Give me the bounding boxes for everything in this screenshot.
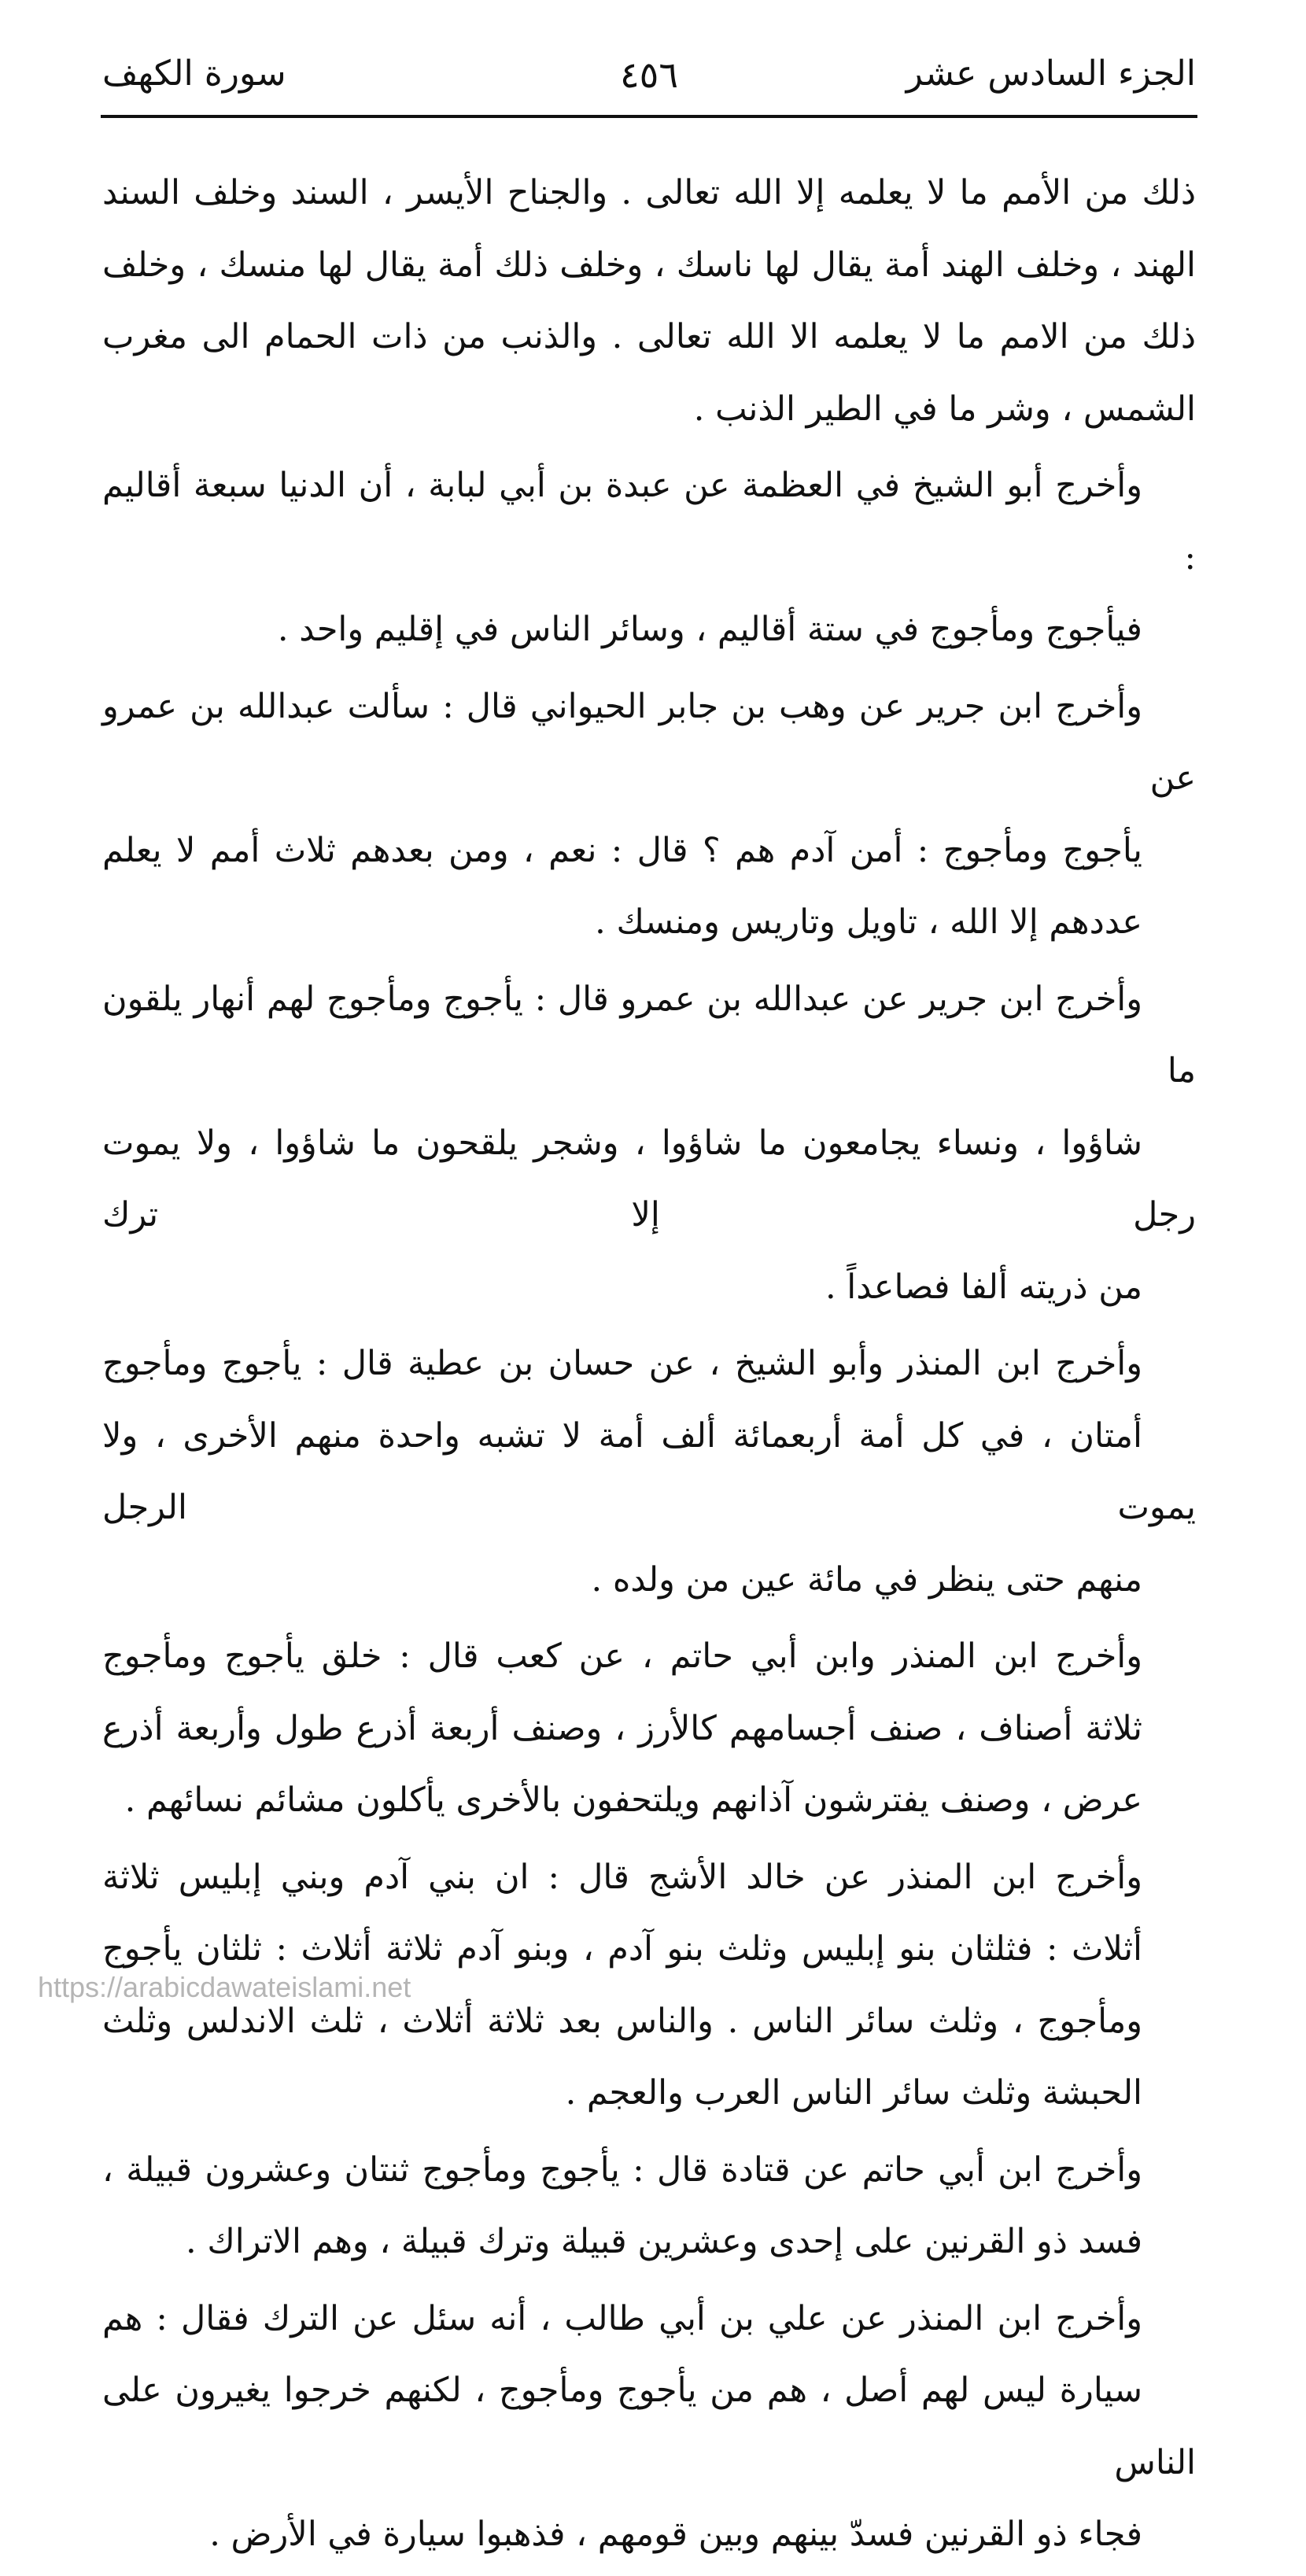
- text-line: الهند ، وخلف الهند أمة يقال لها ناسك ، وخلف ذلك أمة يقال لها منسك ، وخلف: [102, 245, 1196, 285]
- text-line: فسد ذو القرنين على إحدى وعشرين قبيلة وترك قبيلة ، وهم الاتراك .: [186, 2222, 1142, 2261]
- text-line: ذلك من الأمم ما لا يعلمه إلا الله تعالى . والجناح الأيسر ، السند وخلف السند: [102, 173, 1196, 212]
- body-text: [102, 157, 1196, 2576]
- text-line: فجاء ذو القرنين فسدّ بينهم وبين قومهم ، فذهبوا سيارة في الأرض .: [209, 2515, 1142, 2554]
- text-line: الشمس ، وشر ما في الطير الذنب .: [693, 389, 1196, 429]
- paragraph: [102, 157, 1196, 445]
- text-line: وأخرج ابن جرير عن وهب بن جابر الحيواني قال : سألت عبدالله بن عمرو عن: [102, 686, 1196, 798]
- page-header: [102, 47, 1196, 110]
- text-line: وأخرج ابن المنذر عن خالد الأشج قال : ان بني آدم وبني إبليس ثلاثة: [102, 1857, 1142, 1897]
- paragraph: [102, 1328, 1196, 1616]
- watermark: https://arabicdawateislami.net: [38, 1971, 411, 2003]
- text-line: وأخرج أبو الشيخ في العظمة عن عبدة بن أبي لبابة ، أن الدنيا سبعة أقاليم :: [102, 466, 1196, 578]
- header-rule: [101, 115, 1197, 118]
- text-line: عددهم إلا الله ، تاويل وتاريس ومنسك .: [595, 902, 1142, 942]
- text-line: شاؤوا ، ونساء يجامعون ما شاؤوا ، وشجر يلقحون ما شاؤوا ، ولا يموت رجل إلا ترك: [102, 1123, 1196, 1234]
- paragraph: [102, 964, 1196, 1324]
- text-line: ومأجوج ، وثلث سائر الناس . والناس بعد ثلاثة أثلاث ، ثلث الاندلس وثلث: [102, 2001, 1142, 2041]
- part-title: الجزء السادس عشر: [906, 54, 1196, 94]
- paragraph: [102, 2135, 1196, 2279]
- text-line: وأخرج ابن المنذر وابن أبي حاتم ، عن كعب قال : خلق يأجوج ومأجوج: [102, 1637, 1142, 1676]
- surah-title: سورة الكهف: [102, 54, 286, 94]
- text-line: وأخرج ابن أبي حاتم عن قتادة قال : يأجوج ومأجوج ثنتان وعشرون قبيلة ،: [102, 2150, 1142, 2190]
- paragraph: [102, 1621, 1196, 1837]
- text-line: عرض ، وصنف يفترشون آذانهم ويلتحفون بالأخرى يأكلون مشائم نسائهم .: [124, 1781, 1142, 1820]
- paragraph: [102, 2283, 1196, 2571]
- text-line: منهم حتى ينظر في مائة عين من ولده .: [591, 1559, 1142, 1600]
- text-line: وأخرج ابن جرير عن عبدالله بن عمرو قال : يأجوج ومأجوج لهم أنهار يلقون ما: [102, 979, 1196, 1091]
- text-line: فيأجوج ومأجوج في ستة أقاليم ، وسائر الناس في إقليم واحد .: [277, 610, 1142, 649]
- text-line: الحبشة وثلث سائر الناس العرب والعجم .: [565, 2073, 1142, 2113]
- text-line: سيارة ليس لهم أصل ، هم من يأجوج ومأجوج ، لكنهم خرجوا يغيرون على الناس: [102, 2371, 1196, 2482]
- text-line: أمتان ، في كل أمة أربعمائة ألف أمة لا تشبه واحدة منهم الأخرى ، ولا يموت الرجل: [102, 1415, 1196, 1527]
- text-line: أثلاث : فثلثان بنو إبليس وثلث بنو آدم ، وبنو آدم ثلاثة أثلاث : ثلثان يأجوج: [102, 1929, 1142, 1969]
- text-line: ثلاثة أصناف ، صنف أجسامهم كالأرز ، وصنف أربعة أذرع طول وأربعة أذرع: [102, 1708, 1142, 1748]
- paragraph: [102, 671, 1196, 959]
- text-line: وأخرج ابن المنذر وأبو الشيخ ، عن حسان بن عطية قال : يأجوج ومأجوج: [102, 1344, 1142, 1383]
- text-line: وأخرج ابن المنذر عن علي بن أبي طالب ، أنه سئل عن الترك فقال : هم: [102, 2298, 1142, 2338]
- page-number: ٤٥٦: [619, 54, 679, 96]
- text-line: ذلك من الامم ما لا يعلمه الا الله تعالى . والذنب من ذات الحمام الى مغرب: [102, 317, 1196, 356]
- text-line: يأجوج ومأجوج : أمن آدم هم ؟ قال : نعم ، ومن بعدهم ثلاث أمم لا يعلم: [102, 830, 1142, 870]
- text-line: من ذريته ألفا فصاعداً .: [825, 1267, 1142, 1307]
- paragraph: [102, 450, 1196, 666]
